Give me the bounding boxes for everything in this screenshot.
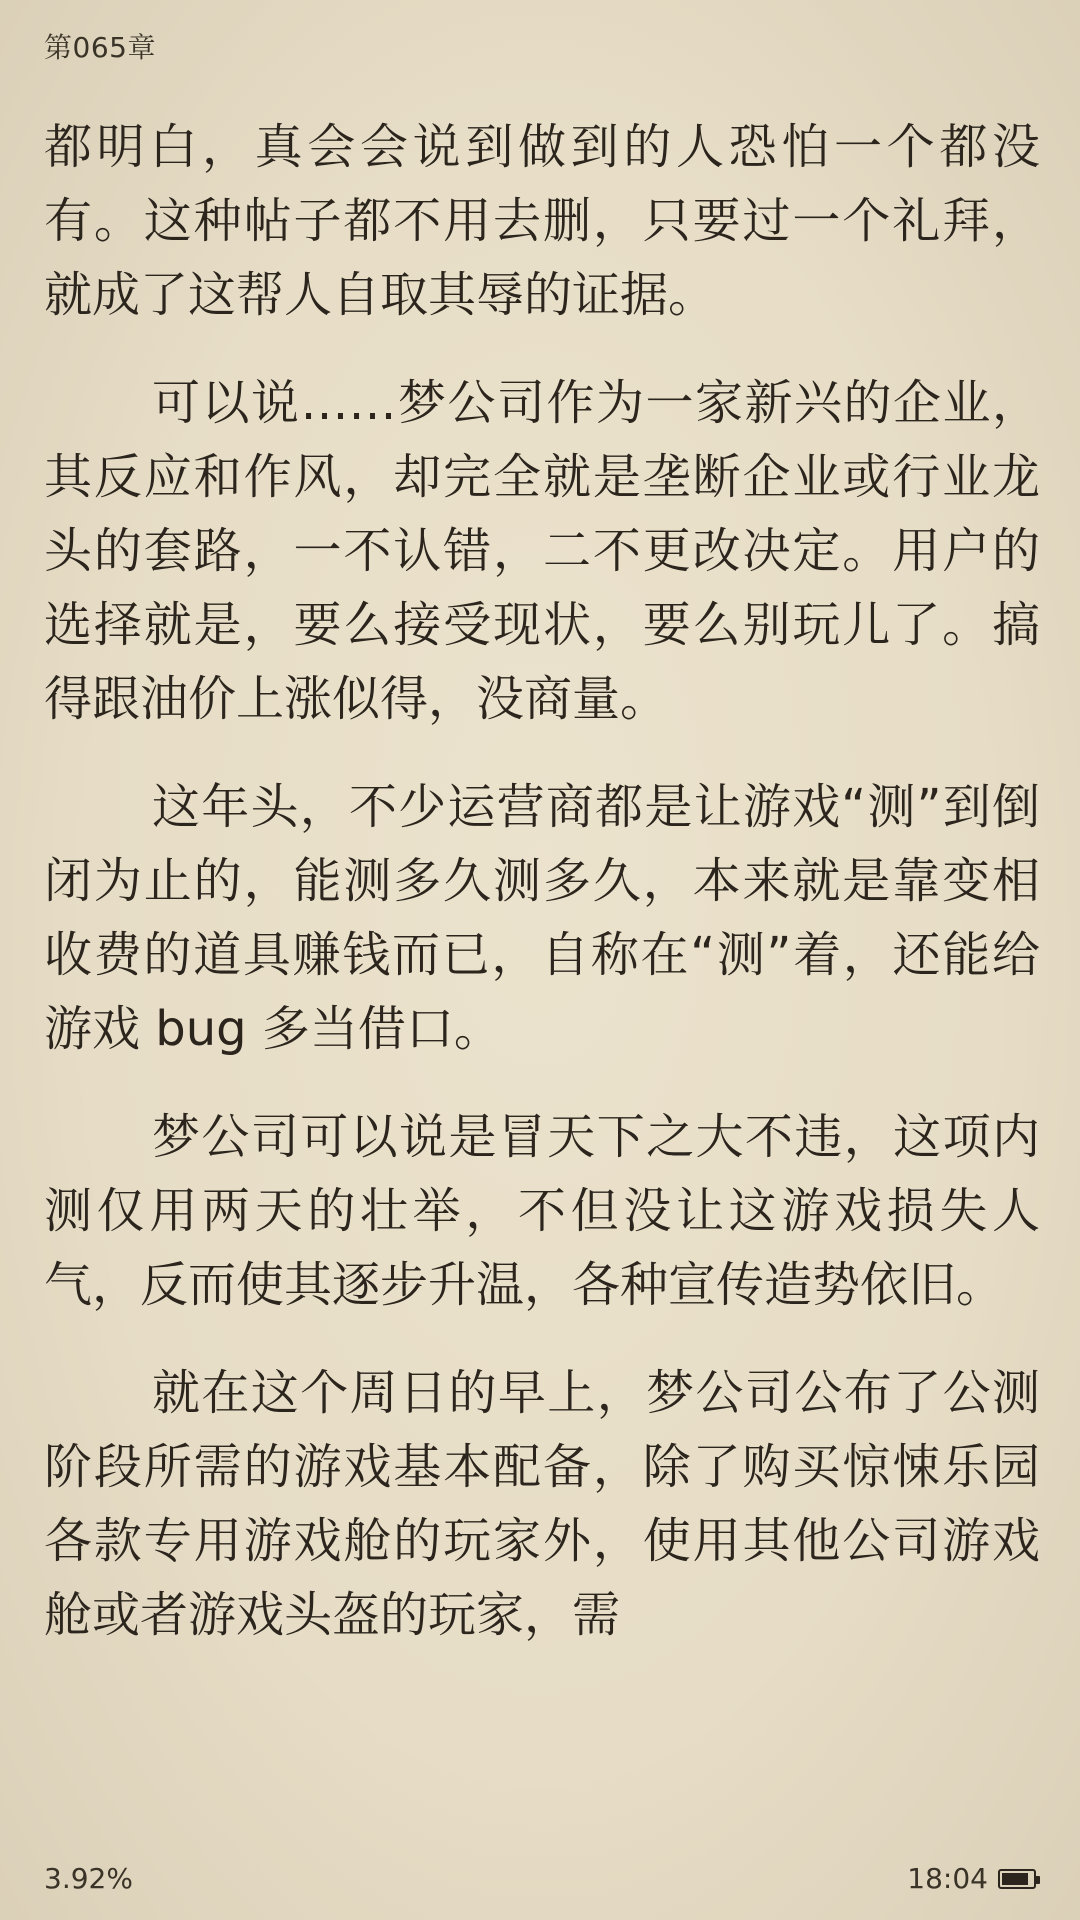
reading-progress: 3.92% [44,1862,133,1895]
status-footer [44,1862,1036,1898]
clock-time: 18:04 [907,1862,988,1895]
reading-content[interactable] [44,110,1040,1686]
paragraph: 就在这个周日的早上，梦公司公布了公测阶段所需的游戏基本配备，除了购买惊悚乐园各款专用游戏舱的玩家外，使用其他公司游戏舱或者游戏头盔的玩家，需 [44,1365,1040,1643]
battery-icon [998,1869,1036,1889]
status-right [907,1862,1036,1895]
paragraph: 这年头，不少运营商都是让游戏“测”到倒闭为止的，能测多久测多久，本来就是靠变相收费的道具赚钱而已，自称在“测”着，还能给游戏 bug 多当借口。 [44,779,1040,1057]
paragraph: 可以说……梦公司作为一家新兴的企业，其反应和作风，却完全就是垄断企业或行业龙头的套路，一不认错，二不更改决定。用户的选择就是，要么接受现状，要么别玩儿了。搞得跟油价上涨似得，没商量。 [44,375,1040,727]
battery-level-fill [1002,1873,1028,1885]
paragraph: 都明白，真会会说到做到的人恐怕一个都没有。这种帖子都不用去删，只要过一个礼拜，就成了这帮人自取其辱的证据。 [44,119,1040,323]
paragraph: 梦公司可以说是冒天下之大不违，这项内测仅用两天的壮举，不但没让这游戏损失人气，反而使其逐步升温，各种宣传造势依旧。 [44,1109,1040,1313]
chapter-title: 第065章 [44,31,156,64]
